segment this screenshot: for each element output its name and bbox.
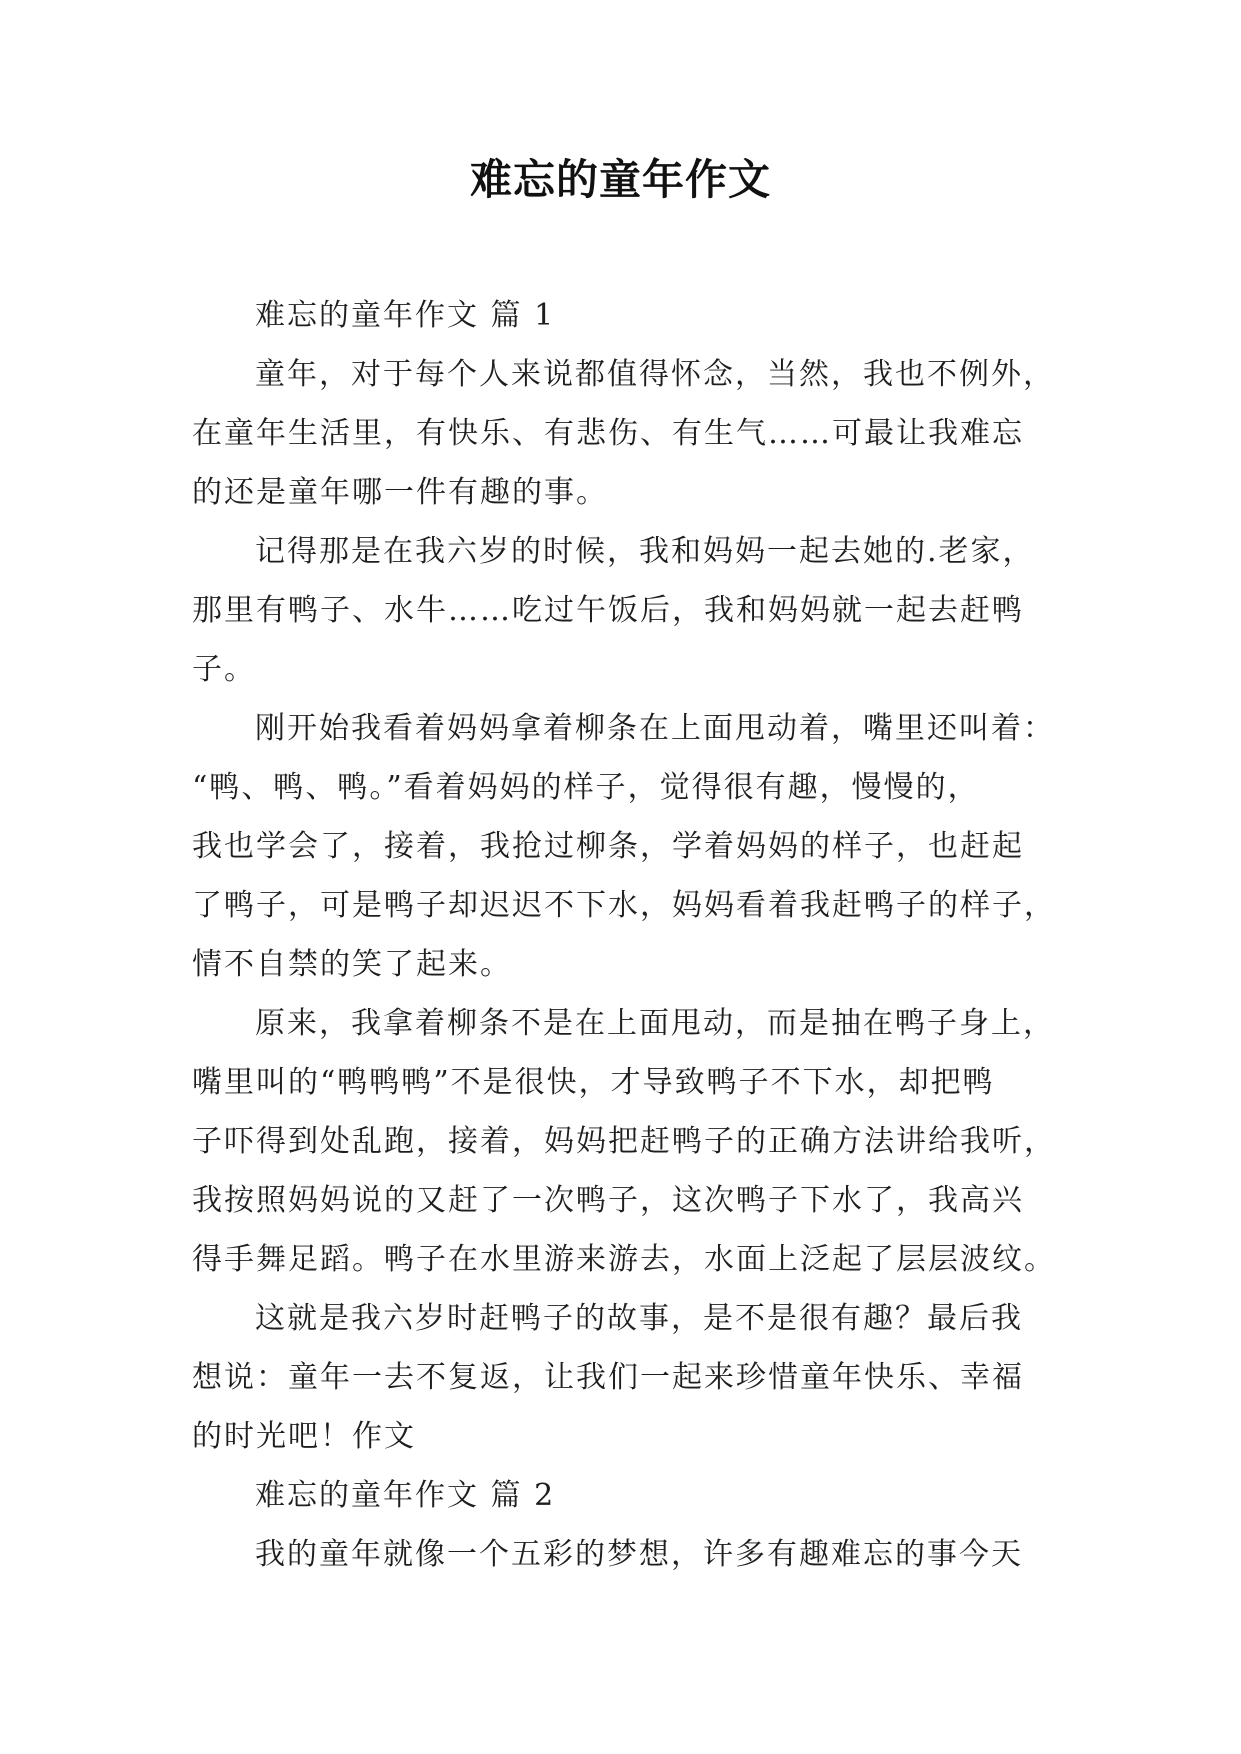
text-line: 我按照妈妈说的又赶了一次鸭子，这次鸭子下水了，我高兴 bbox=[192, 1183, 1024, 1218]
text-line: 的还是童年哪一件有趣的事。 bbox=[192, 475, 608, 510]
text-line: 童年，对于每个人来说都值得怀念，当然，我也不例外， bbox=[255, 357, 1055, 392]
text-line: 这就是我六岁时赶鸭子的故事，是不是很有趣？最后我 bbox=[255, 1301, 1023, 1336]
text-line: 得手舞足蹈。鸭子在水里游来游去，水面上泛起了层层波纹。 bbox=[192, 1242, 1056, 1277]
text-line: 的时光吧！作文 bbox=[192, 1419, 416, 1454]
text-line: 我也学会了，接着，我抢过柳条，学着妈妈的样子，也赶起 bbox=[192, 829, 1024, 864]
text-line: 我的童年就像一个五彩的梦想，许多有趣难忘的事今天 bbox=[255, 1537, 1023, 1572]
text-line: “鸭、鸭、鸭。”看着妈妈的样子，觉得很有趣，慢慢的， bbox=[192, 770, 980, 805]
text-line: 难忘的童年作文 篇 2 bbox=[255, 1478, 556, 1513]
document-body bbox=[192, 286, 1062, 1584]
document-title: 难忘的童年作文 bbox=[469, 155, 771, 204]
text-line: 记得那是在我六岁的时候，我和妈妈一起去她的.老家， bbox=[255, 534, 1035, 569]
text-line: 那里有鸭子、水牛……吃过午饭后，我和妈妈就一起去赶鸭 bbox=[192, 593, 1024, 628]
text-line: 子。 bbox=[192, 652, 256, 687]
text-line: 嘴里叫的“鸭鸭鸭”不是很快，才导致鸭子不下水，却把鸭 bbox=[192, 1065, 995, 1100]
text-line: 刚开始我看着妈妈拿着柳条在上面甩动着，嘴里还叫着： bbox=[255, 711, 1055, 746]
text-line: 原来，我拿着柳条不是在上面甩动，而是抽在鸭子身上， bbox=[255, 1006, 1055, 1041]
text-line: 想说：童年一去不复返，让我们一起来珍惜童年快乐、幸福 bbox=[192, 1360, 1024, 1395]
text-line: 在童年生活里，有快乐、有悲伤、有生气……可最让我难忘 bbox=[192, 416, 1024, 451]
text-line: 子吓得到处乱跑，接着，妈妈把赶鸭子的正确方法讲给我听， bbox=[192, 1124, 1056, 1159]
text-line: 难忘的童年作文 篇 1 bbox=[255, 298, 556, 333]
text-line: 情不自禁的笑了起来。 bbox=[192, 947, 512, 982]
text-line: 了鸭子，可是鸭子却迟迟不下水，妈妈看着我赶鸭子的样子， bbox=[192, 888, 1056, 923]
